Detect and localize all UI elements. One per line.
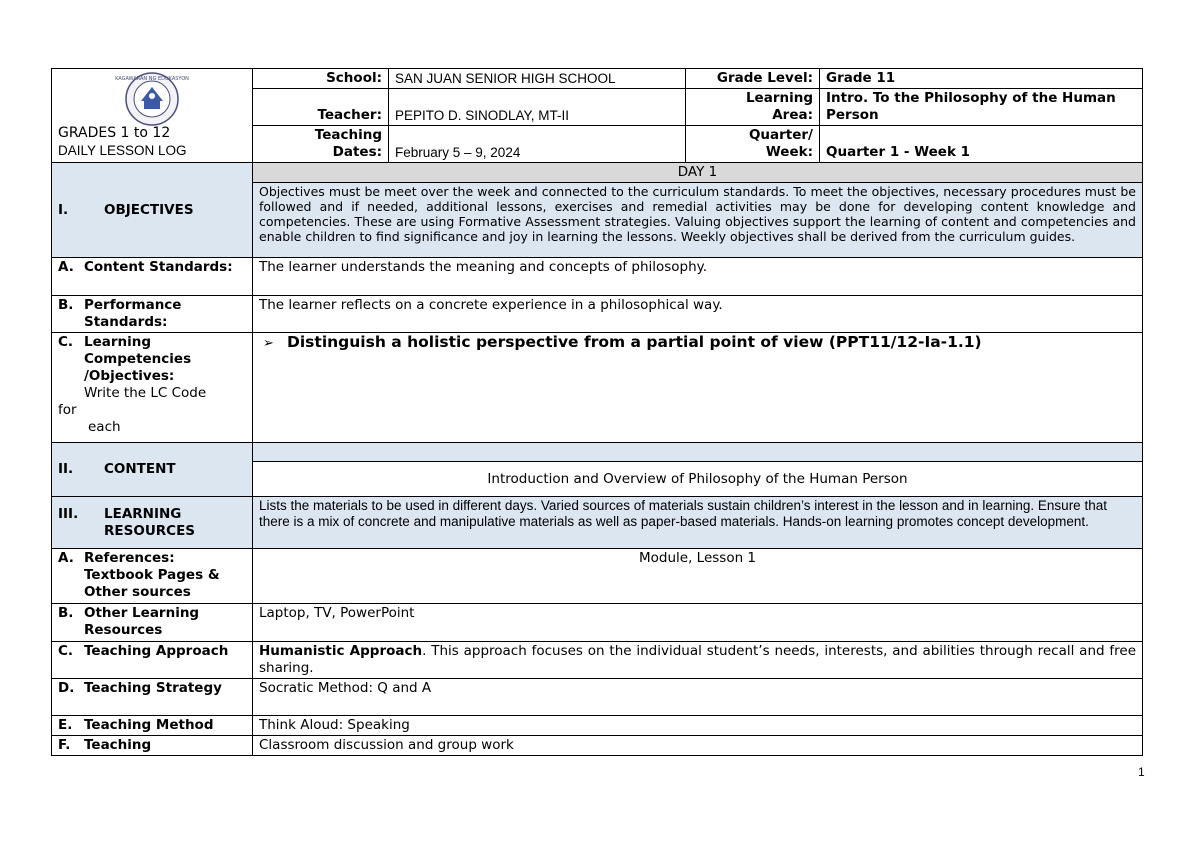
content-standards-label xyxy=(52,258,253,296)
competencies-letter: C. xyxy=(58,334,74,350)
references-letter: A. xyxy=(58,550,74,566)
learning-resources-text: Lists the materials to be used in different days. Varied sources of materials sustain children’s interest in the lesson and in learning. Ensure that there is a mix of concrete and manipulative materials as well as paper-based materials. Hands-on learning promotes concept development. xyxy=(253,497,1143,549)
teaching-strategy-label xyxy=(52,679,253,716)
teaching-dates-label-line2: Dates: xyxy=(332,144,382,160)
competencies-note-line2: for xyxy=(58,402,77,418)
other-resources-letter: B. xyxy=(58,605,74,621)
other-resources-label-text: Other Learning Resources xyxy=(84,605,200,638)
teaching-method-letter: E. xyxy=(58,717,73,733)
day-header: DAY 1 xyxy=(253,163,1143,183)
objectives-text: Objectives must be meet over the week and connected to the curriculum standards. To meet the objectives, necessary procedures must be followed and if needed, additional lessons, exercises and remedial activities may be done for developing content knowledge and competencies. These are using Formative Assessment strategies. Valuing objectives support the learning of content and competencies and enable children to find significance and joy in learning the lessons. Weekly objectives shall be derived from the curriculum guides. xyxy=(253,183,1143,258)
daily-lesson-log-table xyxy=(51,68,1143,756)
content-standards-value: The learner understands the meaning and concepts of philosophy. xyxy=(253,258,1143,296)
learning-resources-label-line2: RESOURCES xyxy=(104,522,196,539)
content-value: Introduction and Overview of Philosophy of the Human Person xyxy=(253,462,1143,497)
teaching-dates-label-line1: Teaching xyxy=(314,127,382,143)
content-blank-row xyxy=(253,443,1143,462)
quarter-week-label-line1: Quarter/ xyxy=(748,127,813,143)
quarter-week-label xyxy=(686,126,820,163)
competencies-note-line3: each xyxy=(88,419,121,435)
teacher-value: PEPITO D. SINODLAY, MT-II xyxy=(389,89,686,126)
grade-level-label: Grade Level: xyxy=(686,69,820,89)
teaching-dates-value: February 5 – 9, 2024 xyxy=(389,126,686,163)
performance-standards-label-text: Performance Standards: xyxy=(84,297,182,330)
page-number: 1 xyxy=(1138,765,1145,779)
teaching-method-label xyxy=(52,716,253,736)
school-label: School: xyxy=(253,69,389,89)
content-section-label xyxy=(52,443,253,497)
teaching-strategy-letter: D. xyxy=(58,680,75,696)
teaching-method-value: Think Aloud: Speaking xyxy=(253,716,1143,736)
teaching-f-letter: F. xyxy=(58,737,71,753)
objectives-numeral: I. xyxy=(58,201,69,218)
learning-area-label-line2: Area: xyxy=(772,107,813,123)
content-standards-label-text: Content Standards: xyxy=(84,259,233,275)
svg-text:KAGAWARAN NG EDUKASYON: KAGAWARAN NG EDUKASYON xyxy=(115,76,189,82)
teaching-approach-description: . This approach focuses on the individual student’s needs, interests, and abilities through recall and free sharing. xyxy=(259,643,1137,676)
competency-bullet-icon: ➢ xyxy=(263,336,274,351)
teaching-method-label-text: Teaching Method xyxy=(84,717,214,733)
learning-resources-label-line1: LEARNING xyxy=(104,505,182,522)
teaching-strategy-label-text: Teaching Strategy xyxy=(84,680,222,696)
org-title: GRADES 1 to 12 xyxy=(58,125,171,141)
references-label-text: References: Textbook Pages & Other sources xyxy=(84,550,220,600)
teaching-approach-name: Humanistic Approach xyxy=(259,643,423,659)
teaching-f-value: Classroom discussion and group work xyxy=(253,736,1143,756)
teaching-f-label xyxy=(52,736,253,756)
other-resources-label xyxy=(52,604,253,642)
content-standards-letter: A. xyxy=(58,259,74,275)
quarter-week-label-line2: Week: xyxy=(765,144,813,160)
performance-standards-letter: B. xyxy=(58,297,74,313)
competencies-label-text: Learning Competencies /Objectives: xyxy=(84,334,192,384)
teacher-label: Teacher: xyxy=(253,89,389,126)
competencies-value-cell xyxy=(253,333,1143,443)
grade-level-value: Grade 11 xyxy=(820,69,1143,89)
teaching-f-label-text: Teaching xyxy=(84,737,152,753)
teaching-dates-label xyxy=(253,126,389,163)
objectives-section-label xyxy=(52,163,253,258)
learning-resources-section-label xyxy=(52,497,253,549)
school-value: SAN JUAN SENIOR HIGH SCHOOL xyxy=(389,69,686,89)
teaching-approach-letter: C. xyxy=(58,643,74,659)
references-value: Module, Lesson 1 xyxy=(253,549,1143,604)
quarter-week-value: Quarter 1 - Week 1 xyxy=(820,126,1143,163)
content-numeral: II. xyxy=(58,461,74,477)
teaching-approach-label xyxy=(52,642,253,679)
learning-area-value: Intro. To the Philosophy of the Human Person xyxy=(820,89,1143,126)
competency-text: Distinguish a holistic perspective from a partial point of view (PPT11/12-Ia-1.1) xyxy=(287,333,982,351)
teaching-approach-value xyxy=(253,642,1143,679)
doc-title: DAILY LESSON LOG xyxy=(58,143,187,158)
references-label xyxy=(52,549,253,604)
learning-resources-numeral: III. xyxy=(58,505,79,522)
performance-standards-value: The learner reflects on a concrete experience in a philosophical way. xyxy=(253,296,1143,333)
learning-area-label-line1: Learning xyxy=(745,90,813,106)
other-resources-value: Laptop, TV, PowerPoint xyxy=(253,604,1143,642)
content-label: CONTENT xyxy=(104,461,176,477)
objectives-label: OBJECTIVES xyxy=(104,201,194,218)
teaching-approach-label-text: Teaching Approach xyxy=(84,643,229,659)
performance-standards-label xyxy=(52,296,253,333)
competencies-label xyxy=(52,333,253,443)
teaching-strategy-value: Socratic Method: Q and A xyxy=(253,679,1143,716)
header-logo-cell xyxy=(52,69,253,163)
learning-area-label xyxy=(686,89,820,126)
competencies-note-line1: Write the LC Code xyxy=(84,385,207,401)
deped-seal-icon xyxy=(115,71,189,127)
